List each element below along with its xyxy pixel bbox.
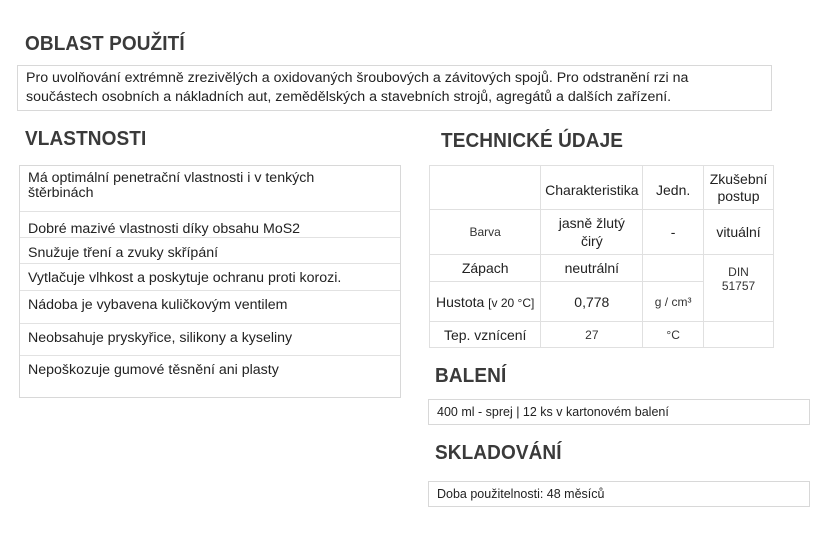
property-item: Nepoškozuje gumové těsnění ani plasty: [20, 355, 400, 395]
property-item: Neobsahuje pryskyřice, silikony a kyseliny: [20, 323, 400, 355]
storage-box: Doba použitelnosti: 48 měsíců: [428, 481, 810, 507]
usage-heading: OBLAST POUŽITÍ: [25, 33, 185, 56]
table-header-cell: Charakteristika: [541, 166, 643, 210]
technical-table: [429, 165, 774, 348]
property-item: Nádoba je vybavena kuličkovým ventilem: [20, 290, 400, 323]
table-cell-value: neutrální: [541, 255, 643, 282]
property-item: Snužuje tření a zvuky skřípání: [20, 237, 400, 263]
table-row: [430, 210, 774, 255]
usage-box: [17, 65, 772, 111]
table-header-cell: Jedn.: [643, 166, 704, 210]
packaging-box: 400 ml - sprej | 12 ks v kartonovém balení: [428, 399, 810, 425]
table-cell-unit: g / cm³: [643, 282, 704, 322]
table-cell-name: Barva: [430, 210, 541, 255]
property-item: Má optimální penetrační vlastnosti i v tenkých štěrbinách: [28, 170, 315, 201]
property-item: Vytlačuje vlhkost a poskytuje ochranu proti korozi.: [20, 263, 400, 290]
storage-heading: SKLADOVÁNÍ: [435, 442, 562, 465]
table-cell-name: [430, 282, 541, 322]
properties-heading: VLASTNOSTI: [25, 128, 147, 151]
table-cell-name: Zápach: [430, 255, 541, 282]
table-row: [430, 322, 774, 348]
table-cell-name: Tep. vznícení: [430, 322, 541, 348]
properties-list: [19, 165, 401, 398]
usage-text-line2: součástech osobních a nákladních aut, zemědělských a stavebních strojů, agregátů a dalších zařízení.: [26, 89, 672, 105]
table-header-cell: [430, 166, 541, 210]
table-cell-value: jasně žlutý čirý: [541, 210, 643, 255]
table-cell-method: [704, 322, 774, 348]
technical-heading: TECHNICKÉ ÚDAJE: [441, 130, 624, 153]
table-cell-unit: [643, 255, 704, 282]
table-header-cell: Zkušební postup: [704, 166, 774, 210]
table-cell-method: vituální: [704, 210, 774, 255]
density-temperature: [v 20 °C]: [488, 295, 535, 310]
table-cell-method: DIN 51757: [704, 255, 774, 322]
table-row: [430, 255, 774, 282]
table-cell-value: 0,778: [541, 282, 643, 322]
table-cell-value: 27: [541, 322, 643, 348]
usage-text-line1: Pro uvolňování extrémně zrezivělých a oxidovaných šroubových a závitových spojů. Pro odstranění rzi na: [26, 70, 689, 86]
table-cell-unit: -: [643, 210, 704, 255]
property-item: Dobré mazivé vlastnosti díky obsahu MoS2: [20, 211, 400, 237]
density-label: Hustota: [436, 293, 485, 310]
table-header-row: [430, 166, 774, 210]
table-cell-unit: °C: [643, 322, 704, 348]
packaging-heading: BALENÍ: [435, 365, 507, 388]
